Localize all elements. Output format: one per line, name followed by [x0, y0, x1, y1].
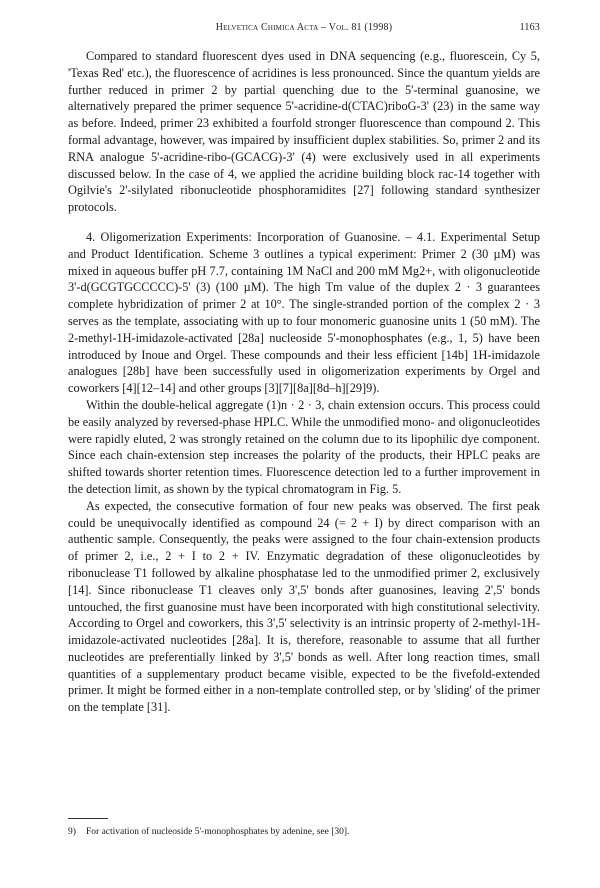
- footnote: [68, 826, 540, 838]
- paragraph-peaks: As expected, the consecutive formation of four new peaks was observed. The first peak could be unequivocally identified as compound 24 (= 2 + I) by direct comparison with an authentic sample. Consequently, the peaks were assigned to the four chain-extension products of primer 2, i.e., 2 + I to 2 + IV. Enzymatic degradation of these oligonucleotides by ribonuclease T1 followed by alkaline phosphatase led to the unmodified primer 2, exclusively [14]. Since ribonuclease T1 cleaves only 3',5' bonds after guanosines, leaving 2',5' bonds untouched, the first guanosine must have been incorporated with high constitutional selectivity. According to Orgel and coworkers, this 3',5' selectivity is an intrinsic property of 2-methyl-1H-imidazole-activated nucleotides [28a]. It is, therefore, reasonable to assume that all further nucleotides are preferentially linked by 3',5' bonds as well. After long reaction times, small quantities of a supplementary product became visible, expected to be the fivefold-extended primer. It might be formed either in a non-template controlled step, or by 'sliding' of the primer on the template [31].: [68, 498, 540, 715]
- paragraph-oligomerization: 4. Oligomerization Experiments: Incorporation of Guanosine. – 4.1. Experimental Setup and Product Identification. Scheme 3 outlines a typical experiment: Primer 2 (30 µM) was mixed in aqueous buffer pH 7.7, containing 1M NaCl and 200 mM Mg2+, with oligonucleotide 3'-d(GCGTGCCCCC)-5' (3) (100 µM). The high Tm value of the duplex 2 · 3 guarantees complete hybridization of primer 2 at 10°. The single-stranded portion of the complex 2 · 3 serves as the template, associating with up to four monomeric guanosine units 1 (50 mM). The 2-methyl-1H-imidazole-activated [28a] nucleoside 5'-monophosphates (e.g., 1, 5) have been introduced by Inoue and Orgel. These compounds and their less efficient [14b] 1H-imidazole analogues [28b] have been successfully used in oligomerization experiments by Orgel and coworkers [4][12–14] and other groups [3][7][8a][8d–h][29]9).: [68, 229, 540, 396]
- paragraph-hplc: Within the double-helical aggregate (1)n · 2 · 3, chain extension occurs. This process could be easily analyzed by reversed-phase HPLC. While the unmodified mono- and oligonucleotides were rapidly eluted, 2 was strongly retained on the column due to its lipophilic dye component. Since each chain-extension step increases the polarity of the products, their HPLC peaks are shifted towards shorter retention times. Fluorescence detection led to a further improvement in the detection limit, as shown by the typical chromatogram in Fig. 5.: [68, 397, 540, 496]
- footnote-rule: [68, 818, 108, 819]
- journal-title: Helvetica Chimica Acta – Vol. 81 (1998): [215, 22, 393, 33]
- footnote-text: For activation of nucleoside 5'-monophosphates by adenine, see [30].: [86, 827, 350, 837]
- article-body: [68, 48, 540, 716]
- page-number: 1163: [519, 22, 540, 33]
- paragraph-fluorescence: Compared to standard fluorescent dyes used in DNA sequencing (e.g., fluorescein, Cy 5, 'Texas Red' etc.), the fluorescence of acridines is less pronounced. Since the quantum yields are further reduced in primer 2 by partial quenching due to the 5'-terminal guanosine, we alternatively prepared the primer sequence 5'-acridine-d(CTAC)riboG-3' (23) in the same way as before. Indeed, primer 23 exhibited a fourfold stronger fluorescence than compound 2. This formal advantage, however, was impaired by insufficient duplex stabilities. So, primer 2 and its RNA analogue 5'-acridine-ribo-(GCACG)-3' (4) were exclusively used in all experiments discussed below. In the case of 4, we applied the acridine building block rac-14 together with Ogilvie's 2'-silylated ribonucleotide phosphoramidites [27] following standard synthesizer protocols.: [68, 49, 540, 215]
- footnote-mark: 9): [68, 827, 76, 837]
